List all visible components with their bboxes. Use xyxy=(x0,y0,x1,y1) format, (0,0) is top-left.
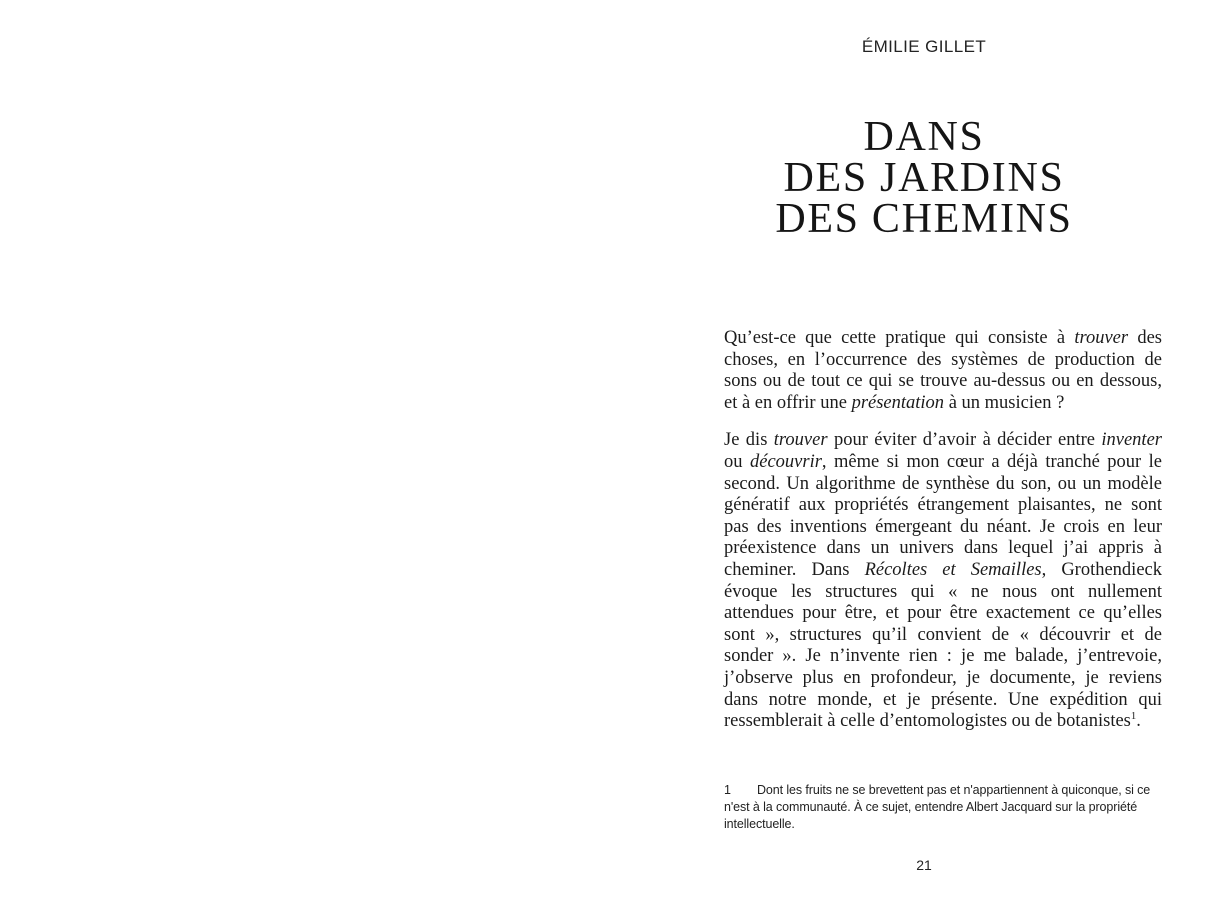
page-number: 21 xyxy=(916,857,932,873)
chapter-title-line: DANS xyxy=(863,114,985,160)
body-paragraphs xyxy=(724,328,1162,749)
running-header: ÉMILIE GILLET xyxy=(861,37,987,56)
chapter-title xyxy=(616,114,1232,242)
paragraph: Je dis trouver pour éviter d’avoir à décider entre inventer ou découvrir, même si mon cœur a déjà tranché pour le second. Un algorithme de synthèse du son, ou un modèle génératif aux propriétés étrangement plaisantes, ne sont pas des inventions émergeant du néant. Je crois en leur préexistence dans un univers dans lequel j’ai appris à cheminer. Dans Récoltes et Semailles, Grothendieck évoque les structures qui « ne nous ont nullement attendues pour être, et pour être exactement ce qu’elles sont », structures qu’il convient de « découvrir et de sonder ». Je n’invente rien : je me balade, j’entrevoie, j’observe plus en profondeur, je documente, je reviens dans notre monde, et je présente. Une expédition qui ressemblerait à celle d’entomologistes ou de botanistes$^1$. xyxy=(724,430,1162,732)
chapter-title-line: DES JARDINS xyxy=(783,155,1065,201)
footnote-number: 1 xyxy=(724,783,731,797)
footnote xyxy=(724,782,1164,833)
right-page xyxy=(616,0,1232,912)
footnote-text: Dont les fruits ne se brevettent pas et n'appartiennent à quiconque, si ce n'est à la communauté. À ce sujet, entendre Albert Jacquard sur la propriété intellectuelle. xyxy=(724,783,1151,831)
paragraph: Qu’est-ce que cette pratique qui consiste à trouver des choses, en l’occurrence des systèmes de production de sons ou de tout ce qui se trouve au-dessus ou en dessous, et à en offrir une présentation à un musicien ? xyxy=(724,328,1162,413)
chapter-title-line: DES CHEMINS xyxy=(775,196,1073,242)
